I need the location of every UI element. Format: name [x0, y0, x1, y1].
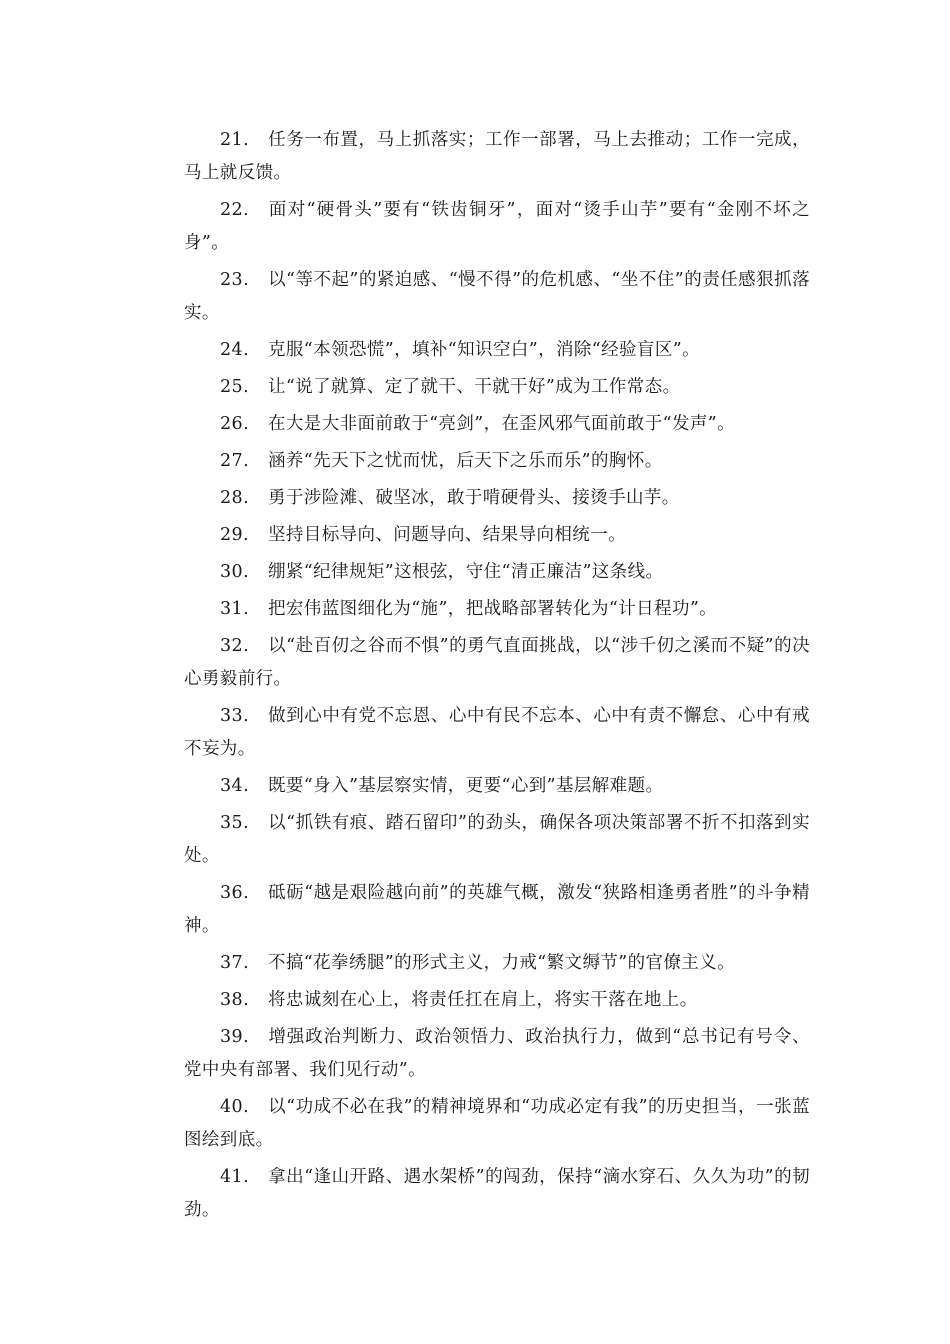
item-text: 把宏伟蓝图细化为“施”，把战略部署转化为“计日程功”。 [268, 599, 718, 619]
item-number: 30. [220, 562, 250, 582]
list-item [184, 1161, 810, 1227]
list-item [184, 445, 810, 478]
item-text: 以“等不起”的紧迫感、“慢不得”的危机感、“坐不住”的责任感狠抓落实。 [184, 270, 810, 323]
item-text: 勇于涉险滩、破坚冰，敢于啃硬骨头、接烫手山芋。 [268, 488, 680, 508]
item-number: 41. [220, 1167, 250, 1187]
item-text: 克服“本领恐慌”，填补“知识空白”，消除“经验盲区”。 [268, 340, 700, 360]
item-number: 26. [220, 414, 250, 434]
list-item [184, 1091, 810, 1157]
item-text: 面对“硬骨头”要有“铁齿铜牙”，面对“烫手山芋”要有“金刚不坏之身”。 [184, 200, 810, 253]
item-number: 32. [220, 636, 250, 656]
item-text: 绷紧“纪律规矩”这根弦，守住“清正廉洁”这条线。 [268, 562, 664, 582]
list-item [184, 1021, 810, 1087]
list-item [184, 482, 810, 515]
item-number: 34. [220, 776, 250, 796]
item-number: 25. [220, 377, 250, 397]
list-item [184, 630, 810, 696]
item-text: 不搞“花拳绣腿”的形式主义，力戒“繁文缛节”的官僚主义。 [268, 953, 735, 973]
item-text: 任务一布置，马上抓落实；工作一部署，马上去推动；工作一完成，马上就反馈。 [184, 130, 810, 183]
item-number: 31. [220, 599, 250, 619]
list-item [184, 770, 810, 803]
item-number: 21. [220, 130, 250, 150]
item-text: 坚持目标导向、问题导向、结果导向相统一。 [268, 525, 626, 545]
item-text: 以“抓铁有痕、踏石留印”的劲头，确保各项决策部署不折不扣落到实处。 [184, 813, 810, 866]
item-text: 以“赴百仞之谷而不惧”的勇气直面挑战，以“涉千仞之溪而不疑”的决心勇毅前行。 [184, 636, 810, 689]
list-item [184, 264, 810, 330]
item-number: 39. [220, 1027, 250, 1047]
item-number: 38. [220, 990, 250, 1010]
item-number: 36. [220, 883, 250, 903]
item-text: 将忠诚刻在心上，将责任扛在肩上，将实干落在地上。 [268, 990, 698, 1010]
list-item [184, 700, 810, 766]
item-text: 让“说了就算、定了就干、干就干好”成为工作常态。 [268, 377, 681, 397]
item-number: 40. [220, 1097, 250, 1117]
list-item [184, 334, 810, 367]
list-item [184, 408, 810, 441]
item-number: 33. [220, 706, 250, 726]
item-number: 29. [220, 525, 250, 545]
list-item [184, 877, 810, 943]
item-number: 27. [220, 451, 250, 471]
item-text: 拿出“逢山开路、遇水架桥”的闯劲，保持“滴水穿石、久久为功”的韧劲。 [184, 1167, 810, 1220]
document-page [184, 124, 810, 1231]
item-text: 增强政治判断力、政治领悟力、政治执行力，做到“总书记有号令、党中央有部署、我们见行动”。 [184, 1027, 810, 1080]
item-text: 砥砺“越是艰险越向前”的英雄气概，激发“狭路相逢勇者胜”的斗争精神。 [184, 883, 810, 936]
list-item [184, 194, 810, 260]
item-number: 35. [220, 813, 250, 833]
list-item [184, 807, 810, 873]
item-text: 以“功成不必在我”的精神境界和“功成必定有我”的历史担当，一张蓝图绘到底。 [184, 1097, 810, 1150]
item-text: 做到心中有党不忘恩、心中有民不忘本、心中有责不懈怠、心中有戒不妄为。 [184, 706, 810, 759]
item-number: 28. [220, 488, 250, 508]
list-item [184, 519, 810, 552]
list-item [184, 124, 810, 190]
item-number: 23. [220, 270, 250, 290]
item-number: 22. [220, 200, 250, 220]
list-item [184, 556, 810, 589]
item-text: 在大是大非面前敢于“亮剑”，在歪风邪气面前敢于“发声”。 [268, 414, 735, 434]
item-number: 37. [220, 953, 250, 973]
item-text: 涵养“先天下之忧而忧，后天下之乐而乐”的胸怀。 [268, 451, 663, 471]
item-text: 既要“身入”基层察实情，更要“心到”基层解难题。 [268, 776, 664, 796]
list-item [184, 371, 810, 404]
item-number: 24. [220, 340, 250, 360]
list-item [184, 984, 810, 1017]
list-item [184, 947, 810, 980]
list-item [184, 593, 810, 626]
